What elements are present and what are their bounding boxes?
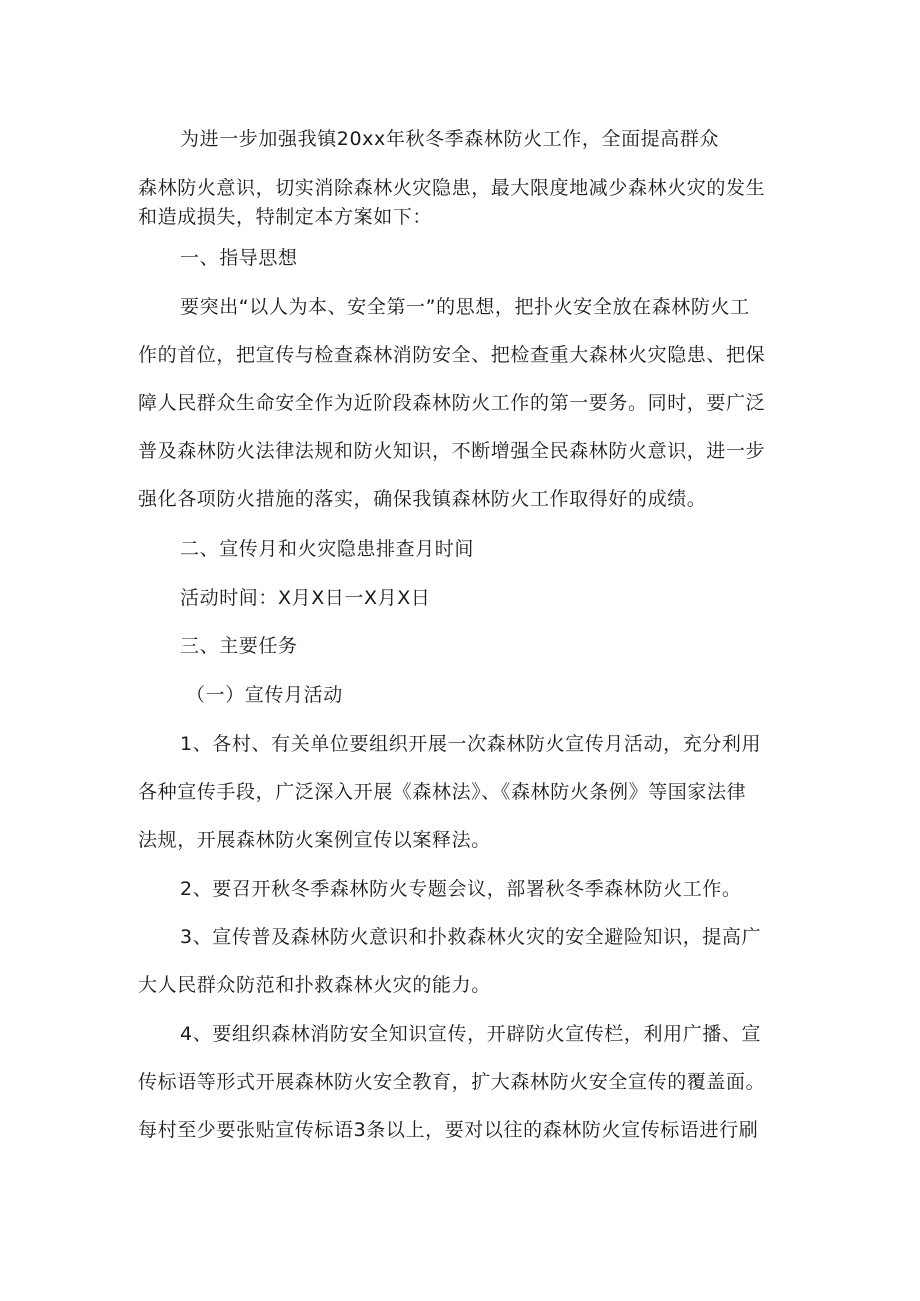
section-1-heading: 一、指导思想 <box>180 247 298 269</box>
subsection-1-heading: （一）宣传月活动 <box>186 684 343 706</box>
intro-line-3: 和造成损失，特制定本方案如下： <box>138 206 433 228</box>
item-3-line-2: 大人民群众防范和扑救森林火灾的能力。 <box>138 974 491 996</box>
item-4-line-1: 4、要组织森林消防安全知识宣传，开辟防火宣传栏，利用广播、宣 <box>180 1023 762 1045</box>
item-4-line-2: 传标语等形式开展森林防火安全教育，扩大森林防火安全宣传的覆盖面。 <box>138 1071 766 1093</box>
intro-line-2: 森林防火意识，切实消除森林火灾隐患，最大限度地减少森林火灾的发生 <box>138 177 766 199</box>
item-3-line-1: 3、宣传普及森林防火意识和扑救森林火灾的安全避险知识，提高广 <box>180 926 762 948</box>
item-2-line-1: 2、要召开秋冬季森林防火专题会议，部署秋冬季森林防火工作。 <box>180 878 742 900</box>
activity-time: 活动时间：X月X日一X月X日 <box>180 587 431 609</box>
item-1-line-2: 各种宣传手段，广泛深入开展《森林法》、《森林防火条例》等国家法律 <box>138 781 747 803</box>
item-1-line-1: 1、各村、有关单位要组织开展一次森林防火宣传月活动，充分利用 <box>180 733 762 755</box>
section-1-para-line-2: 作的首位，把宣传与检查森林消防安全、把检查重大森林火灾隐患、把保 <box>138 344 766 366</box>
section-3-heading: 三、主要任务 <box>180 635 298 657</box>
section-1-para-line-1: 要突出“以人为本、安全第一”的思想，把扑火安全放在森林防火工 <box>180 296 750 318</box>
section-1-para-line-3: 障人民群众生命安全作为近阶段森林防火工作的第一要务。同时，要广泛 <box>138 392 766 414</box>
section-1-para-line-5: 强化各项防火措施的落实，确保我镇森林防火工作取得好的成绩。 <box>138 488 707 510</box>
section-1-para-line-4: 普及森林防火法律法规和防火知识，不断增强全民森林防火意识，进一步 <box>138 440 766 462</box>
item-1-line-3: 法规，开展森林防火案例宣传以案释法。 <box>138 829 491 851</box>
section-2-heading: 二、宣传月和火灾隐患排查月时间 <box>180 538 475 560</box>
intro-line-1: 为进一步加强我镇20xx年秋冬季森林防火工作，全面提高群众 <box>180 128 720 150</box>
item-4-line-3: 每村至少要张贴宣传标语3条以上，要对以往的森林防火宣传标语进行刷 <box>138 1119 759 1141</box>
